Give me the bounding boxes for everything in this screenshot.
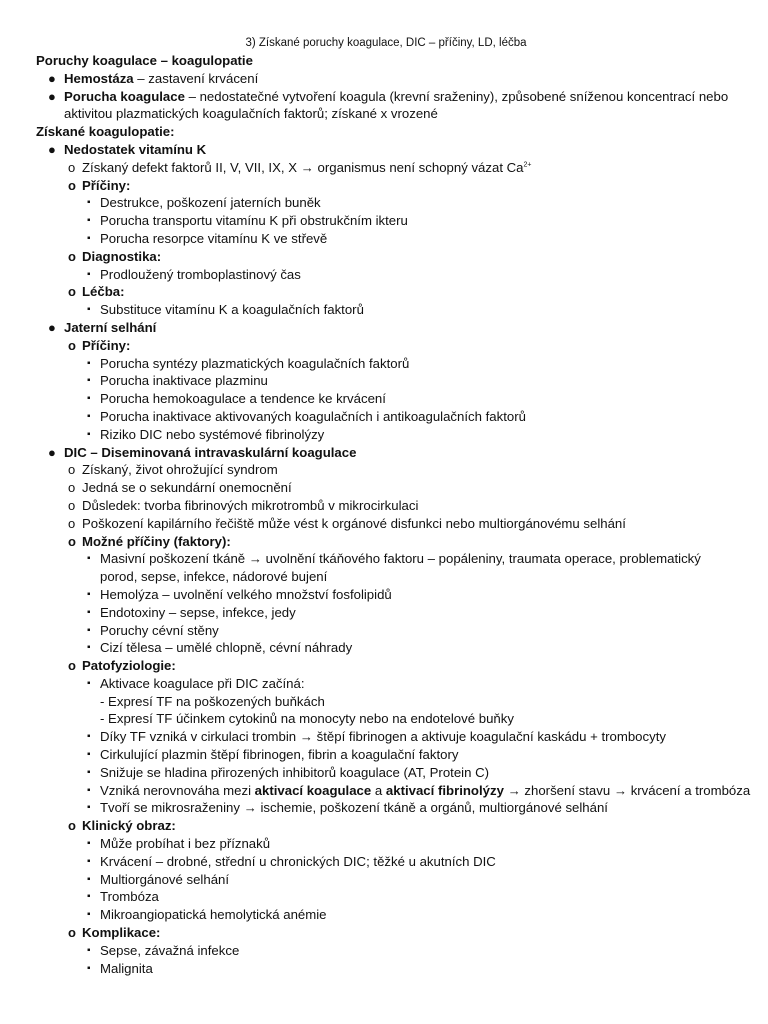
list-item: ● DIC – Diseminovaná intravaskulární koagulace [48, 444, 357, 460]
square-bullet-icon: ▪ [87, 410, 91, 422]
circle-bullet-icon: o [68, 248, 76, 264]
subheading: o Patofyziologie: [68, 658, 176, 674]
square-bullet-icon: ▪ [87, 802, 91, 814]
section-title: Získané koagulopatie: [36, 124, 175, 140]
square-bullet-icon: ▪ [87, 304, 91, 316]
list-item: ▪ Cirkulující plazmin štěpí fibrinogen, fibrin a koagulační faktory [87, 747, 459, 763]
circle-bullet-icon: o [68, 462, 76, 478]
square-bullet-icon: ▪ [87, 357, 91, 369]
list-item: ▪ Mikroangiopatická hemolytická anémie [87, 907, 327, 923]
subheading: o Možné příčiny (faktory): [68, 533, 231, 549]
list-item-continuation: porod, sepse, infekce, nádorové bujení [100, 569, 328, 585]
list-item: ▪ Endotoxiny – sepse, infekce, jedy [87, 604, 296, 620]
section-title: Poruchy koagulace – koagulopatie [36, 53, 253, 68]
bullet-icon: ● [48, 88, 56, 104]
square-bullet-icon: ▪ [87, 232, 91, 244]
list-item: ● Porucha koagulace – nedostatečné vytvoření koagula (krevní sraženiny), způsobené sníženou koncentrací nebo [48, 88, 729, 104]
list-item: ▪ Snižuje se hladina přirozených inhibitorů koagulace (AT, Protein C) [87, 764, 489, 780]
square-bullet-icon: ▪ [87, 588, 91, 600]
circle-bullet-icon: o [68, 337, 76, 353]
square-bullet-icon: ▪ [87, 962, 91, 974]
subheading: o Klinický obraz: [68, 818, 176, 834]
bullet-icon: ● [48, 141, 56, 157]
list-item: ▪ Prodloužený tromboplastinový čas [87, 266, 301, 282]
subheading: o Léčba: [68, 284, 125, 300]
bullet-icon: ● [48, 70, 56, 86]
circle-bullet-icon: o [68, 658, 76, 674]
list-item: ▪ Multiorgánové selhání [87, 871, 230, 887]
subheading: o Komplikace: [68, 925, 161, 941]
list-item: ▪ Malignita [87, 960, 153, 976]
list-item: o Poškození kapilárního řečiště může vést k orgánové disfunkci nebo multiorgánovému selhání [68, 515, 626, 531]
square-bullet-icon: ▪ [87, 375, 91, 387]
list-item: ▪ Krvácení – drobné, střední u chronických DIC; těžké u akutních DIC [87, 853, 496, 869]
square-bullet-icon: ▪ [87, 891, 91, 903]
list-item: ▪ Poruchy cévní stěny [87, 622, 219, 638]
list-item: ▪ Trombóza [87, 889, 159, 905]
circle-bullet-icon: o [68, 177, 76, 193]
list-item: ▪ Sepse, závažná infekce [87, 942, 240, 958]
list-item: ▪ Tvoří se mikrosraženiny → ischemie, poškození tkáně a orgánů, multiorgánové selhání [87, 800, 608, 816]
bullet-icon: ● [48, 319, 56, 335]
list-item: ▪ Porucha inaktivace aktivovaných koagulačních i antikoagulačních faktorů [87, 408, 526, 424]
list-item: ▪ Masivní poškození tkáně → uvolnění tkáňového faktoru – popáleniny, traumata operace, problematický [87, 551, 701, 567]
list-item: o Získaný defekt faktorů II, V, VII, IX, X → organismus není schopný vázat $Ca^{2+}$ [68, 159, 532, 175]
list-item: ▪ Porucha hemokoagulace a tendence ke krvácení [87, 391, 386, 407]
circle-bullet-icon: o [68, 497, 76, 513]
square-bullet-icon: ▪ [87, 838, 91, 850]
square-bullet-icon: ▪ [87, 215, 91, 227]
list-item: ● Nedostatek vitamínu K [48, 141, 207, 157]
square-bullet-icon: ▪ [87, 766, 91, 778]
list-item: ▪ Porucha resorpce vitamínu K ve střevě [87, 230, 328, 246]
square-bullet-icon: ▪ [87, 749, 91, 761]
square-bullet-icon: ▪ [87, 606, 91, 618]
list-item: ▪ Aktivace koagulace při DIC začíná: [87, 675, 305, 691]
square-bullet-icon: ▪ [87, 873, 91, 885]
subheading: o Příčiny: [68, 337, 131, 353]
list-item: ▪ Porucha syntézy plazmatických koagulačních faktorů [87, 355, 410, 371]
circle-bullet-icon: o [68, 284, 76, 300]
circle-bullet-icon: o [68, 533, 76, 549]
list-item: ▪ Substituce vitamínu K a koagulačních faktorů [87, 302, 364, 318]
square-bullet-icon: ▪ [87, 731, 91, 743]
square-bullet-icon: ▪ [87, 642, 91, 654]
list-item: ▪ Cizí tělesa – umělé chlopně, cévní náhrady [87, 640, 353, 656]
square-bullet-icon: ▪ [87, 944, 91, 956]
list-item: ▪ Vzniká nerovnováha mezi aktivací koagulace a aktivací fibrinolýzy → zhoršení stavu → krvácení a trombóza [87, 782, 751, 798]
list-item: ● Jaterní selhání [48, 319, 157, 335]
square-bullet-icon: ▪ [87, 553, 91, 565]
document-page [36, 34, 751, 977]
circle-bullet-icon: o [68, 925, 76, 941]
list-item: o Jedná se o sekundární onemocnění [68, 480, 292, 496]
square-bullet-icon: ▪ [87, 428, 91, 440]
list-item: ▪ Riziko DIC nebo systémové fibrinolýzy [87, 426, 325, 442]
square-bullet-icon: ▪ [87, 393, 91, 405]
bullet-icon: ● [48, 444, 56, 460]
list-item: o Získaný, život ohrožující syndrom [68, 462, 278, 478]
list-item-continuation: - Expresí TF na poškozených buňkách [100, 693, 325, 709]
circle-bullet-icon: o [68, 818, 76, 834]
square-bullet-icon: ▪ [87, 784, 91, 796]
list-item-continuation: aktivitou plazmatických koagulačních faktorů; získané x vrozené [64, 106, 438, 122]
page-header: 3) Získané poruchy koagulace, DIC – příčiny, LD, léčba [245, 37, 527, 49]
square-bullet-icon: ▪ [87, 268, 91, 280]
list-item: ▪ Díky TF vzniká v cirkulaci trombin → štěpí fibrinogen a aktivuje koagulační kaskádu + trombocyty [87, 729, 666, 745]
square-bullet-icon: ▪ [87, 624, 91, 636]
circle-bullet-icon: o [68, 515, 76, 531]
subheading: o Příčiny: [68, 177, 131, 193]
square-bullet-icon: ▪ [87, 909, 91, 921]
subheading: o Diagnostika: [68, 248, 162, 264]
square-bullet-icon: ▪ [87, 197, 91, 209]
list-item: ▪ Porucha inaktivace plazminu [87, 373, 268, 389]
list-item: ▪ Destrukce, poškození jaterních buněk [87, 195, 321, 211]
list-item: ▪ Porucha transportu vitamínu K při obstrukčním ikteru [87, 213, 408, 229]
square-bullet-icon: ▪ [87, 855, 91, 867]
list-item: ▪ Hemolýza – uvolnění velkého množství fosfolipidů [87, 586, 392, 602]
list-item: ▪ Může probíhat i bez příznaků [87, 836, 271, 852]
list-item-continuation: - Expresí TF účinkem cytokinů na monocyty nebo na endotelové buňky [100, 711, 514, 727]
circle-bullet-icon: o [68, 480, 76, 496]
list-item: ● Hemostáza – zastavení krvácení [48, 70, 259, 86]
circle-bullet-icon: o [68, 159, 76, 175]
list-item: o Důsledek: tvorba fibrinových mikrotrombů v mikrocirkulaci [68, 497, 419, 513]
square-bullet-icon: ▪ [87, 677, 91, 689]
